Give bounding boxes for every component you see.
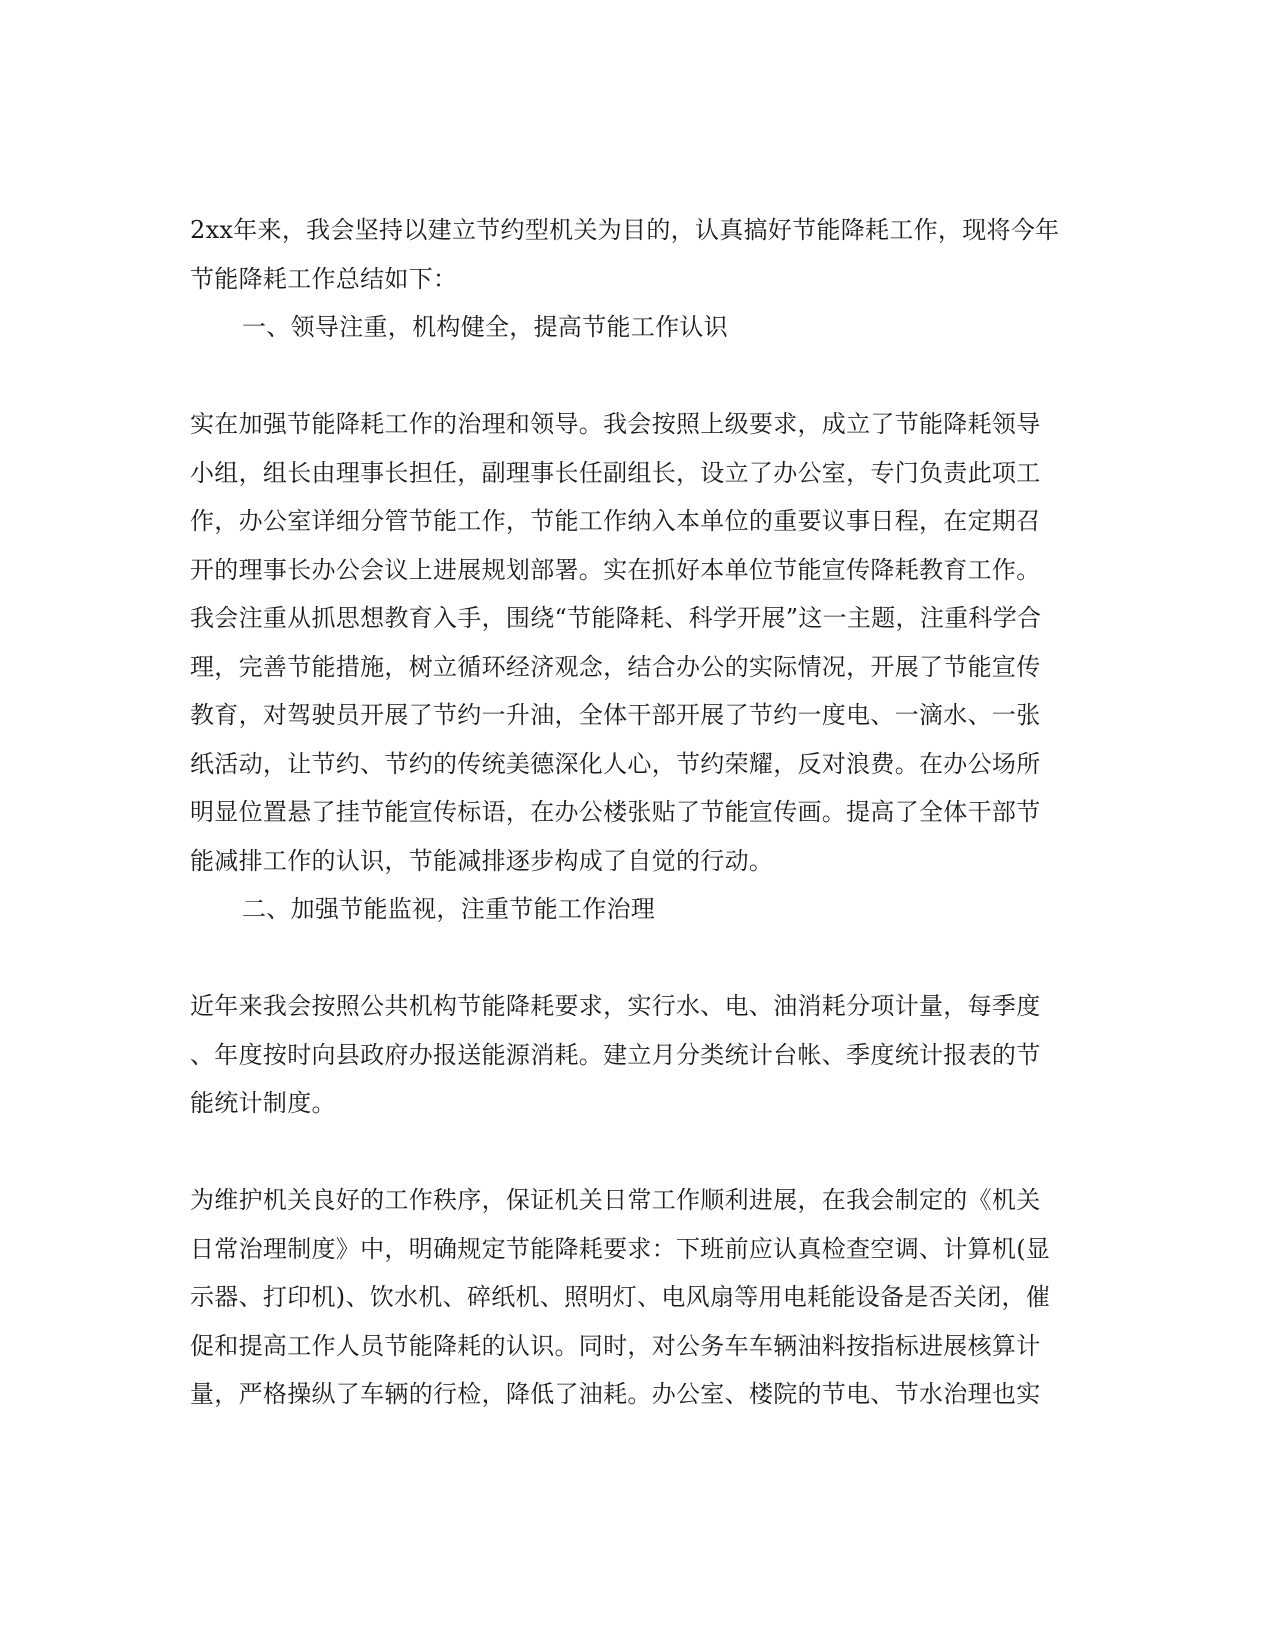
paragraph-line: 、年度按时向县政府办报送能源消耗。建立月分类统计台帐、季度统计报表的节 xyxy=(190,1040,1041,1069)
paragraph-line: 实在加强节能降耗工作的治理和领导。我会按照上级要求，成立了节能降耗领导 xyxy=(190,410,1041,438)
paragraph-line: 教育，对驾驶员开展了节约一升油，全体干部开展了节约一度电、一滴水、一张 xyxy=(190,701,1041,729)
paragraph-line: 近年来我会按照公共机构节能降耗要求，实行水、电、油消耗分项计量，每季度 xyxy=(190,992,1041,1020)
paragraph-line: 小组，组长由理事长担任，副理事长任副组长，设立了办公室，专门负责此项工 xyxy=(190,458,1041,487)
paragraph-line: 理，完善节能措施，树立循环经济观念，结合办公的实际情况，开展了节能宣传 xyxy=(190,652,1041,681)
paragraph-line: 能减排工作的认识，节能减排逐步构成了自觉的行动。 xyxy=(190,846,774,875)
paragraph-line: 开的理事长办公会议上进展规划部署。实在抓好本单位节能宣传降耗教育工作。 xyxy=(190,555,1041,584)
paragraph-line: 量，严格操纵了车辆的行检，降低了油耗。办公室、楼院的节电、节水治理也实 xyxy=(190,1380,1041,1408)
paragraph-line: 日常治理制度》中，明确规定节能降耗要求：下班前应认真检查空调、计算机(显 xyxy=(190,1234,1051,1263)
section-heading: 一、领导注重，机构健全，提高节能工作认识 xyxy=(242,313,728,341)
paragraph-line: 明显位置悬了挂节能宣传标语，在办公楼张贴了节能宣传画。提高了全体干部节 xyxy=(190,798,1041,826)
paragraph-line: 节能降耗工作总结如下： xyxy=(190,264,458,293)
blank-line xyxy=(190,934,1080,983)
paragraph-line: 2xx年来，我会坚持以建立节约型机关为目的，认真搞好节能降耗工作，现将今年 xyxy=(190,216,1060,244)
blank-line xyxy=(190,352,1080,401)
paragraph-line: 作，办公室详细分管节能工作，节能工作纳入本单位的重要议事日程，在定期召 xyxy=(190,507,1041,535)
paragraph-line: 示器、打印机)、饮水机、碎纸机、照明灯、电风扇等用电耗能设备是否关闭，催 xyxy=(190,1283,1051,1311)
paragraph-line: 促和提高工作人员节能降耗的认识。同时，对公务车车辆油料按指标进展核算计 xyxy=(190,1331,1041,1360)
blank-line xyxy=(190,1128,1080,1177)
paragraph-line: 为维护机关良好的工作秩序，保证机关日常工作顺利进展，在我会制定的《机关 xyxy=(190,1186,1041,1214)
section-heading: 二、加强节能监视，注重节能工作治理 xyxy=(242,895,656,923)
paragraph-line: 能统计制度。 xyxy=(190,1089,336,1117)
document-body xyxy=(190,206,1080,1419)
paragraph-line: 纸活动，让节约、节约的传统美德深化人心，节约荣耀，反对浪费。在办公场所 xyxy=(190,749,1041,778)
paragraph-line: 我会注重从抓思想教育入手，围绕“节能降耗、科学开展”这一主题，注重科学合 xyxy=(190,604,1042,632)
